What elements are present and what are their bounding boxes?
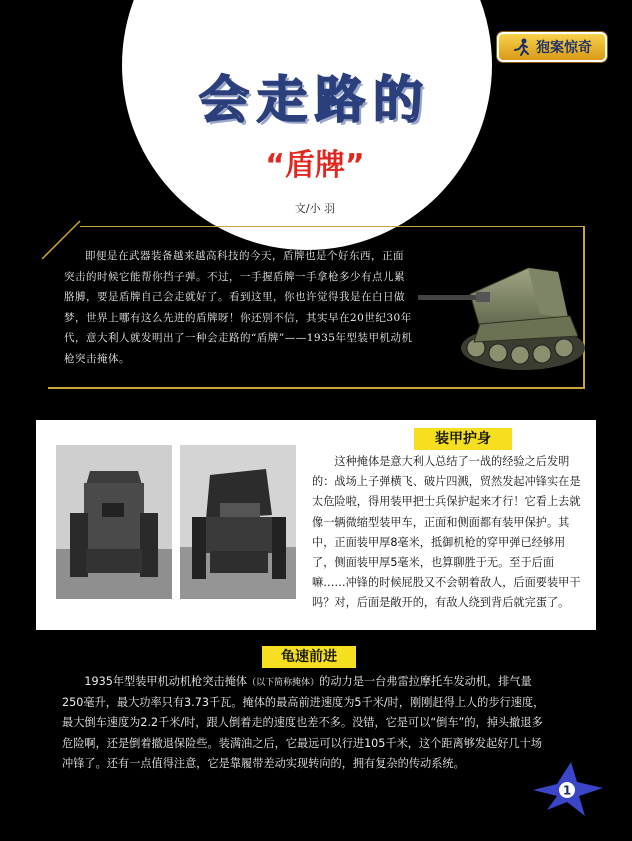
armor-section-heading: 装甲护身: [414, 428, 512, 450]
front-view-photo: [56, 445, 172, 599]
speed-text-part1: 1935年型装甲机动机枪突击掩体: [84, 675, 248, 688]
author-byline: 文/小 羽: [294, 202, 336, 215]
speed-section-text: [62, 672, 552, 774]
armor-section-text: 这种掩体是意大利人总结了一战的经验之后发明的：战场上子弹横飞、破片四溅，贸然发起冲锋实在是太危险啦，得用装甲把士兵保护起来才行！它看上去就像一辆微缩型装甲车，正面和侧面都有装甲保护。其中，正面装甲厚8毫米，抵御机枪的穿甲弹已经够用了，侧面装甲厚5毫米，也算聊胜于无。至于后面嘛……冲锋的时候屁股又不会朝着敌人，后面要装甲干吗？对，后面是敞开的，有敌人绕到背后就完蛋了。: [312, 455, 581, 610]
page-title: 会走路的: [199, 71, 431, 129]
speed-text-part2: 的动力是一台弗雷拉摩托车发动机，排气量250毫升，最大功率只有3.73千瓦。掩体的最高前进速度为5千米/时，刚刚赶得上人的步行速度，最大倒车速度为2.2千米/时，跟人倒着走的速度也差不多。没错，它是可以“倒车”的，掉头撤退多危险啊，还是倒着撤退保险些。装满油之后，它最远可以行进105千米，这个距离够发起好几十场冲锋了。还有一点值得注意，它是靠履带差动实现转向的，拥有复杂的传动系统。: [62, 675, 545, 770]
column-badge-label: 狍案惊奇: [536, 40, 592, 56]
column-badge: [497, 32, 607, 62]
page-subtitle: “盾牌”: [265, 148, 365, 183]
tank-illustration: [418, 258, 588, 378]
speed-section-heading: 龟速前进: [262, 646, 356, 668]
page-number-badge: [527, 760, 605, 818]
page-number: 1: [562, 783, 572, 798]
speed-text-note: （以下简称掩体）: [247, 678, 320, 688]
runner-icon: [512, 37, 532, 57]
rear-view-photo: [180, 445, 296, 599]
intro-paragraph: 即便是在武器装备越来越高科技的今天，盾牌也是个好东西，正面突击的时候它能帮你挡子弹。不过，一手握盾牌一手拿枪多少有点儿累胳膊，要是盾牌自己会走就好了。看到这里，你也许觉得我是在白日做梦，世界上哪有这么先进的盾牌呀！你还别不信，其实早在20世纪30年代，意大利人就发明出了一种会走路的“盾牌”——1935年型装甲机动机枪突击掩体。: [64, 250, 413, 365]
